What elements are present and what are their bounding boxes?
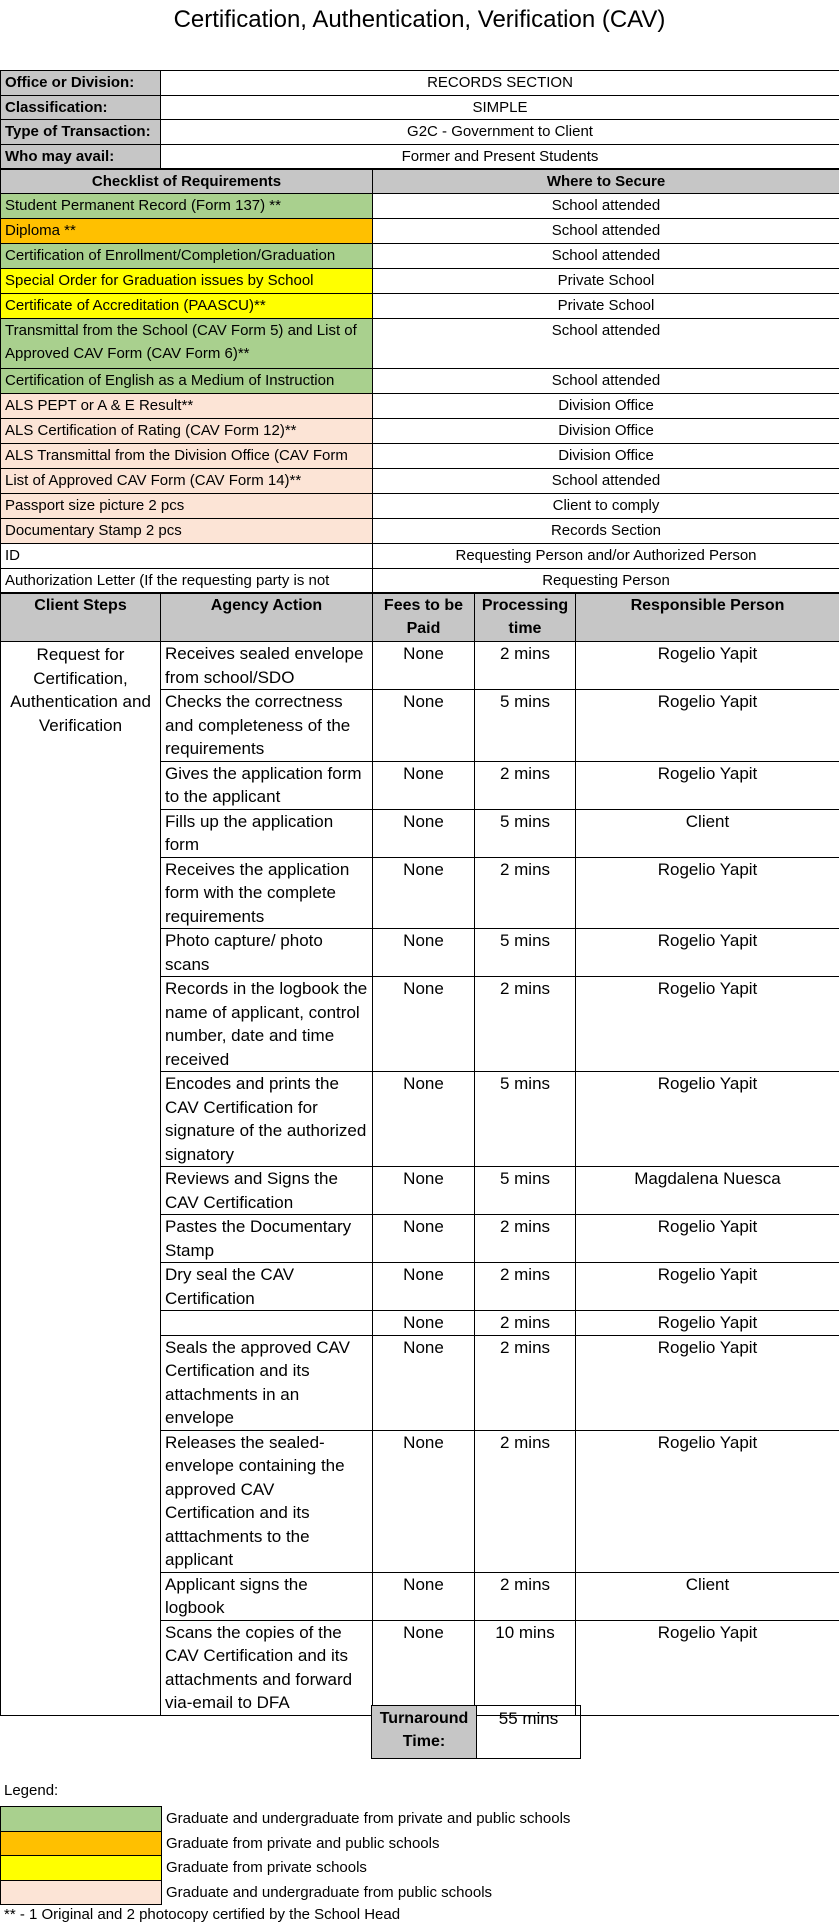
requirement-cell: Certification of English as a Medium of Instruction: [1, 369, 373, 394]
person-cell: Rogelio Yapit: [576, 761, 839, 809]
checklist-row: [1, 194, 839, 219]
person-cell: Rogelio Yapit: [576, 929, 839, 977]
classification-value: SIMPLE: [161, 95, 839, 120]
where-cell: Records Section: [373, 519, 839, 544]
checklist-row: [1, 269, 839, 294]
legend-text: Graduate and undergraduate from private and public schools: [166, 1810, 571, 1828]
requirement-cell: Documentary Stamp 2 pcs: [1, 519, 373, 544]
legend-item: [1, 1831, 575, 1856]
fees-cell: None: [373, 642, 475, 690]
requirement-cell: Transmittal from the School (CAV Form 5) and List of Approved CAV Form (CAV Form 6)**: [1, 319, 373, 369]
person-cell: Magdalena Nuesca: [576, 1167, 839, 1215]
agency-action-cell: Gives the application form to the applicant: [161, 761, 373, 809]
requirement-cell: ALS Transmittal from the Division Office (CAV Form: [1, 444, 373, 469]
where-cell: Private School: [373, 269, 839, 294]
person-cell: Rogelio Yapit: [576, 1430, 839, 1572]
office-label: Office or Division:: [1, 71, 161, 96]
checklist-row: [1, 369, 839, 394]
checklist-row: [1, 469, 839, 494]
steps-header: [1, 594, 839, 642]
time-cell: 2 mins: [475, 761, 576, 809]
where-cell: Private School: [373, 294, 839, 319]
agency-action-cell: Reviews and Signs the CAV Certification: [161, 1167, 373, 1215]
legend-item: [1, 1807, 575, 1832]
agency-action-cell: Pastes the Documentary Stamp: [161, 1215, 373, 1263]
checklist-row: [1, 519, 839, 544]
requirement-cell: Student Permanent Record (Form 137) **: [1, 194, 373, 219]
checklist-row: [1, 419, 839, 444]
requirement-cell: Certification of Enrollment/Completion/Graduation: [1, 244, 373, 269]
step-row: [1, 642, 839, 690]
fees-cell: None: [373, 857, 475, 929]
fees-cell: None: [373, 1430, 475, 1572]
turnaround-label: Turnaround Time:: [372, 1706, 477, 1759]
time-cell: 2 mins: [475, 977, 576, 1072]
legend: [0, 1806, 575, 1905]
client-steps-header: Client Steps: [1, 594, 161, 642]
classification-label: Classification:: [1, 95, 161, 120]
where-cell: School attended: [373, 469, 839, 494]
fees-cell: None: [373, 690, 475, 762]
time-cell: 2 mins: [475, 1335, 576, 1430]
where-cell: Requesting Person: [373, 569, 839, 593]
legend-text: Graduate and undergraduate from public schools: [166, 1883, 493, 1901]
time-cell: 5 mins: [475, 929, 576, 977]
responsible-person-header: Responsible Person: [576, 594, 839, 642]
where-header: Where to Secure: [373, 170, 839, 194]
transaction-value: G2C - Government to Client: [161, 120, 839, 145]
person-cell: Rogelio Yapit: [576, 1215, 839, 1263]
agency-action-cell: Dry seal the CAV Certification: [161, 1263, 373, 1311]
requirement-cell: ID: [1, 544, 373, 569]
where-cell: School attended: [373, 244, 839, 269]
info-table: [0, 70, 839, 169]
checklist-header: [1, 170, 839, 194]
agency-action-cell: Releases the sealed-envelope containing the approved CAV Certification and its atttachments to the applicant: [161, 1430, 373, 1572]
person-cell: Rogelio Yapit: [576, 690, 839, 762]
person-cell: Client: [576, 809, 839, 857]
where-cell: Division Office: [373, 444, 839, 469]
person-cell: Rogelio Yapit: [576, 1311, 839, 1336]
legend-swatch: [1, 1831, 162, 1856]
info-row-transaction: [1, 120, 839, 145]
time-cell: 10 mins: [475, 1620, 576, 1715]
agency-action-cell: Scans the copies of the CAV Certification and its attachments and forward via-email to DFA: [161, 1620, 373, 1715]
agency-action-cell: [161, 1311, 373, 1336]
legend-title: Legend:: [4, 1782, 59, 1799]
where-cell: School attended: [373, 319, 839, 369]
fees-cell: None: [373, 929, 475, 977]
where-cell: School attended: [373, 194, 839, 219]
legend-swatch: [1, 1856, 162, 1881]
person-cell: Rogelio Yapit: [576, 1263, 839, 1311]
time-cell: 2 mins: [475, 1263, 576, 1311]
footnote: ** - 1 Original and 2 photocopy certified by the School Head: [4, 1906, 401, 1923]
checklist-row: [1, 319, 839, 369]
checklist-row: [1, 244, 839, 269]
person-cell: Rogelio Yapit: [576, 642, 839, 690]
legend-text: Graduate from private and public schools: [166, 1834, 440, 1852]
agency-action-cell: Records in the logbook the name of applicant, control number, date and time received: [161, 977, 373, 1072]
checklist-row: [1, 394, 839, 419]
person-cell: Rogelio Yapit: [576, 977, 839, 1072]
agency-action-cell: Seals the approved CAV Certification and its attachments in an envelope: [161, 1335, 373, 1430]
checklist-row: [1, 444, 839, 469]
time-cell: 2 mins: [475, 857, 576, 929]
legend-item: [1, 1880, 575, 1905]
fees-cell: None: [373, 1335, 475, 1430]
transaction-label: Type of Transaction:: [1, 120, 161, 145]
office-value: RECORDS SECTION: [161, 71, 839, 96]
checklist-table: [0, 169, 839, 593]
info-row-office: [1, 71, 839, 96]
info-row-who: [1, 144, 839, 169]
person-cell: Rogelio Yapit: [576, 1072, 839, 1167]
requirement-cell: ALS Certification of Rating (CAV Form 12)**: [1, 419, 373, 444]
where-cell: Division Office: [373, 394, 839, 419]
checklist-row: [1, 219, 839, 244]
steps-table: [0, 593, 839, 1716]
agency-action-cell: Receives sealed envelope from school/SDO: [161, 642, 373, 690]
requirement-cell: ALS PEPT or A & E Result**: [1, 394, 373, 419]
requirement-cell: Special Order for Graduation issues by School: [1, 269, 373, 294]
checklist-row: [1, 544, 839, 569]
where-cell: Client to comply: [373, 494, 839, 519]
page-title: Certification, Authentication, Verification (CAV): [173, 6, 666, 33]
person-cell: Rogelio Yapit: [576, 1620, 839, 1715]
fees-cell: None: [373, 1311, 475, 1336]
person-cell: Rogelio Yapit: [576, 857, 839, 929]
agency-action-header: Agency Action: [161, 594, 373, 642]
checklist-row: [1, 294, 839, 319]
person-cell: Rogelio Yapit: [576, 1335, 839, 1430]
requirement-cell: List of Approved CAV Form (CAV Form 14)**: [1, 469, 373, 494]
time-cell: 2 mins: [475, 1311, 576, 1336]
who-value: Former and Present Students: [161, 144, 839, 169]
where-cell: School attended: [373, 369, 839, 394]
agency-action-cell: Receives the application form with the complete requirements: [161, 857, 373, 929]
where-cell: School attended: [373, 219, 839, 244]
checklist-row: [1, 569, 839, 593]
legend-text: Graduate from private schools: [166, 1859, 367, 1877]
where-cell: Division Office: [373, 419, 839, 444]
person-cell: Client: [576, 1572, 839, 1620]
legend-swatch: [1, 1807, 162, 1832]
time-cell: 5 mins: [475, 1072, 576, 1167]
agency-action-cell: Fills up the application form: [161, 809, 373, 857]
turnaround-table: [371, 1705, 581, 1759]
legend-item: [1, 1856, 575, 1881]
requirements-header: Checklist of Requirements: [1, 170, 373, 194]
fees-cell: None: [373, 809, 475, 857]
processing-time-header: Processing time: [475, 594, 576, 642]
fees-cell: None: [373, 977, 475, 1072]
time-cell: 2 mins: [475, 642, 576, 690]
agency-action-cell: Encodes and prints the CAV Certification for signature of the authorized signatory: [161, 1072, 373, 1167]
time-cell: 2 mins: [475, 1572, 576, 1620]
agency-action-cell: Photo capture/ photo scans: [161, 929, 373, 977]
agency-action-cell: Checks the correctness and completeness of the requirements: [161, 690, 373, 762]
checklist-row: [1, 494, 839, 519]
time-cell: 2 mins: [475, 1215, 576, 1263]
client-step-cell: Request for Certification, Authentication and Verification: [1, 642, 161, 1716]
fees-cell: None: [373, 1572, 475, 1620]
info-row-classification: [1, 95, 839, 120]
time-cell: 5 mins: [475, 1167, 576, 1215]
time-cell: 5 mins: [475, 809, 576, 857]
fees-cell: None: [373, 761, 475, 809]
requirement-cell: Passport size picture 2 pcs: [1, 494, 373, 519]
agency-action-cell: Applicant signs the logbook: [161, 1572, 373, 1620]
requirement-cell: Authorization Letter (If the requesting party is not: [1, 569, 373, 593]
fees-cell: None: [373, 1620, 475, 1715]
time-cell: 2 mins: [475, 1430, 576, 1572]
legend-swatch: [1, 1880, 162, 1905]
fees-header: Fees to be Paid: [373, 594, 475, 642]
fees-cell: None: [373, 1072, 475, 1167]
turnaround-value: 55 mins: [477, 1706, 581, 1759]
requirement-cell: Certificate of Accreditation (PAASCU)**: [1, 294, 373, 319]
fees-cell: None: [373, 1167, 475, 1215]
requirement-cell: Diploma **: [1, 219, 373, 244]
time-cell: 5 mins: [475, 690, 576, 762]
fees-cell: None: [373, 1215, 475, 1263]
where-cell: Requesting Person and/or Authorized Person: [373, 544, 839, 569]
fees-cell: None: [373, 1263, 475, 1311]
who-label: Who may avail:: [1, 144, 161, 169]
